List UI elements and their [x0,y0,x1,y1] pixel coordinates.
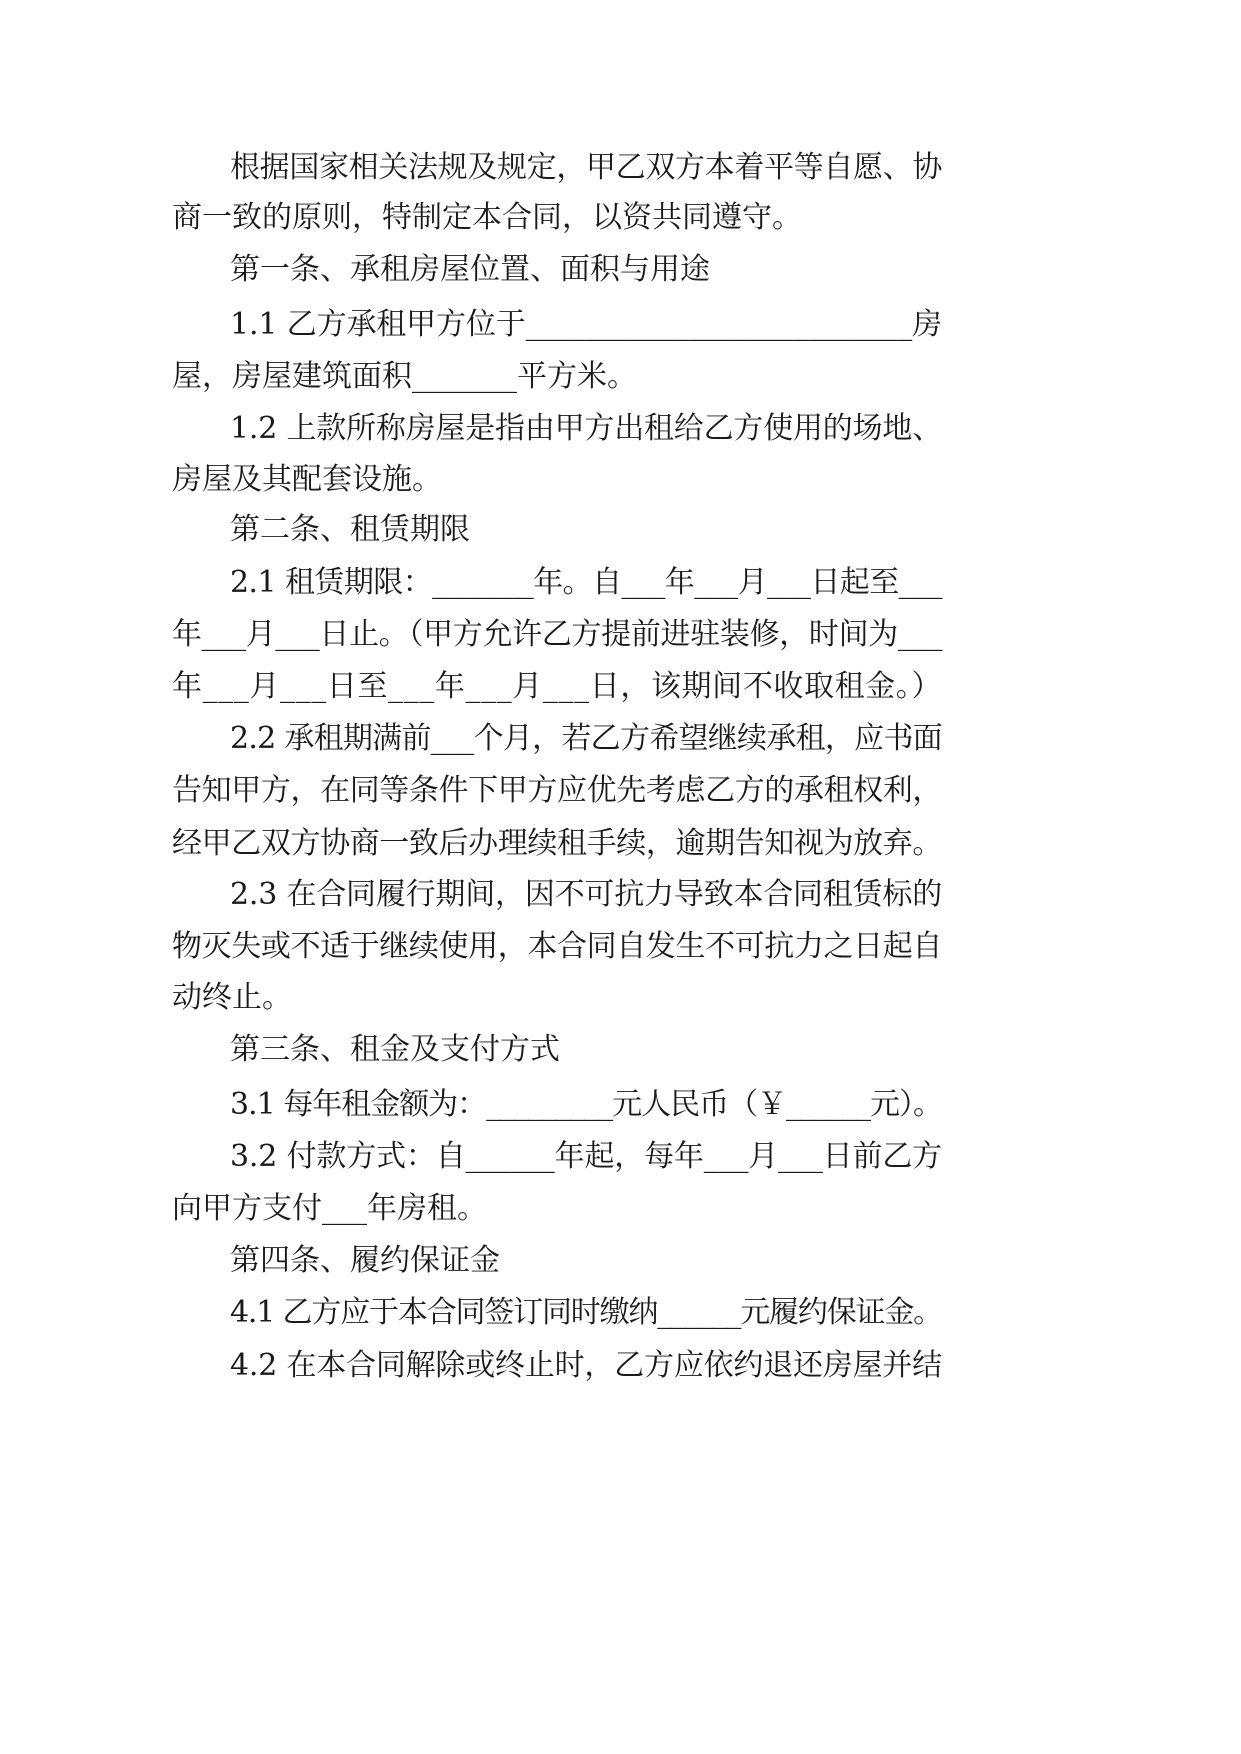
paragraph-line: 3.1 每年租金额为：_________元人民币（￥______元）。 [230,1087,942,1122]
paragraph-line: 告知甲方，在同等条件下甲方应优先考虑乙方的承租权利， [172,773,942,808]
paragraph-line: 经甲乙双方协商一致后办理续租手续，逾期告知视为放弃。 [172,826,942,861]
section-heading: 第二条、租赁期限 [230,512,470,547]
section-heading: 第三条、租金及支付方式 [230,1032,560,1067]
paragraph-line: 4.2 在本合同解除或终止时，乙方应依约退还房屋并结 [230,1348,942,1383]
paragraph-line: 2.2 承租期满前___个月，若乙方希望继续承租，应书面 [230,721,942,756]
paragraph-line: 房屋及其配套设施。 [172,462,442,497]
paragraph-line: 2.1 租赁期限：_______年。自___年___月___日起至___ [230,565,942,600]
paragraph-line: 2.3 在合同履行期间，因不可抗力导致本合同租赁标的 [230,877,942,912]
paragraph-line: 商一致的原则，特制定本合同，以资共同遵守。 [172,200,802,235]
paragraph-line: 年___月___日止。（甲方允许乙方提前进驻装修，时间为___ [172,617,942,652]
paragraph-line: 根据国家相关法规及规定，甲乙双方本着平等自愿、协 [230,150,942,185]
paragraph-line: 3.2 付款方式：自______年起，每年___月___日前乙方 [230,1139,942,1174]
paragraph-line: 1.2 上款所称房屋是指由甲方出租给乙方使用的场地、 [230,411,942,446]
paragraph-line: 年___月___日至___年___月___日，该期间不收取租金。） [172,669,942,704]
paragraph-line: 屋，房屋建筑面积_______平方米。 [172,359,637,394]
paragraph-line: 1.1 乙方承租甲方位于__________________________房 [230,307,942,342]
section-heading: 第一条、承租房屋位置、面积与用途 [230,252,710,287]
paragraph-line: 4.1 乙方应于本合同签订同时缴纳______元履约保证金。 [230,1295,942,1330]
paragraph-line: 向甲方支付___年房租。 [172,1191,487,1226]
section-heading: 第四条、履约保证金 [230,1243,500,1278]
paragraph-line: 物灭失或不适于继续使用，本合同自发生不可抗力之日起自 [172,929,942,964]
paragraph-line: 动终止。 [172,980,292,1015]
